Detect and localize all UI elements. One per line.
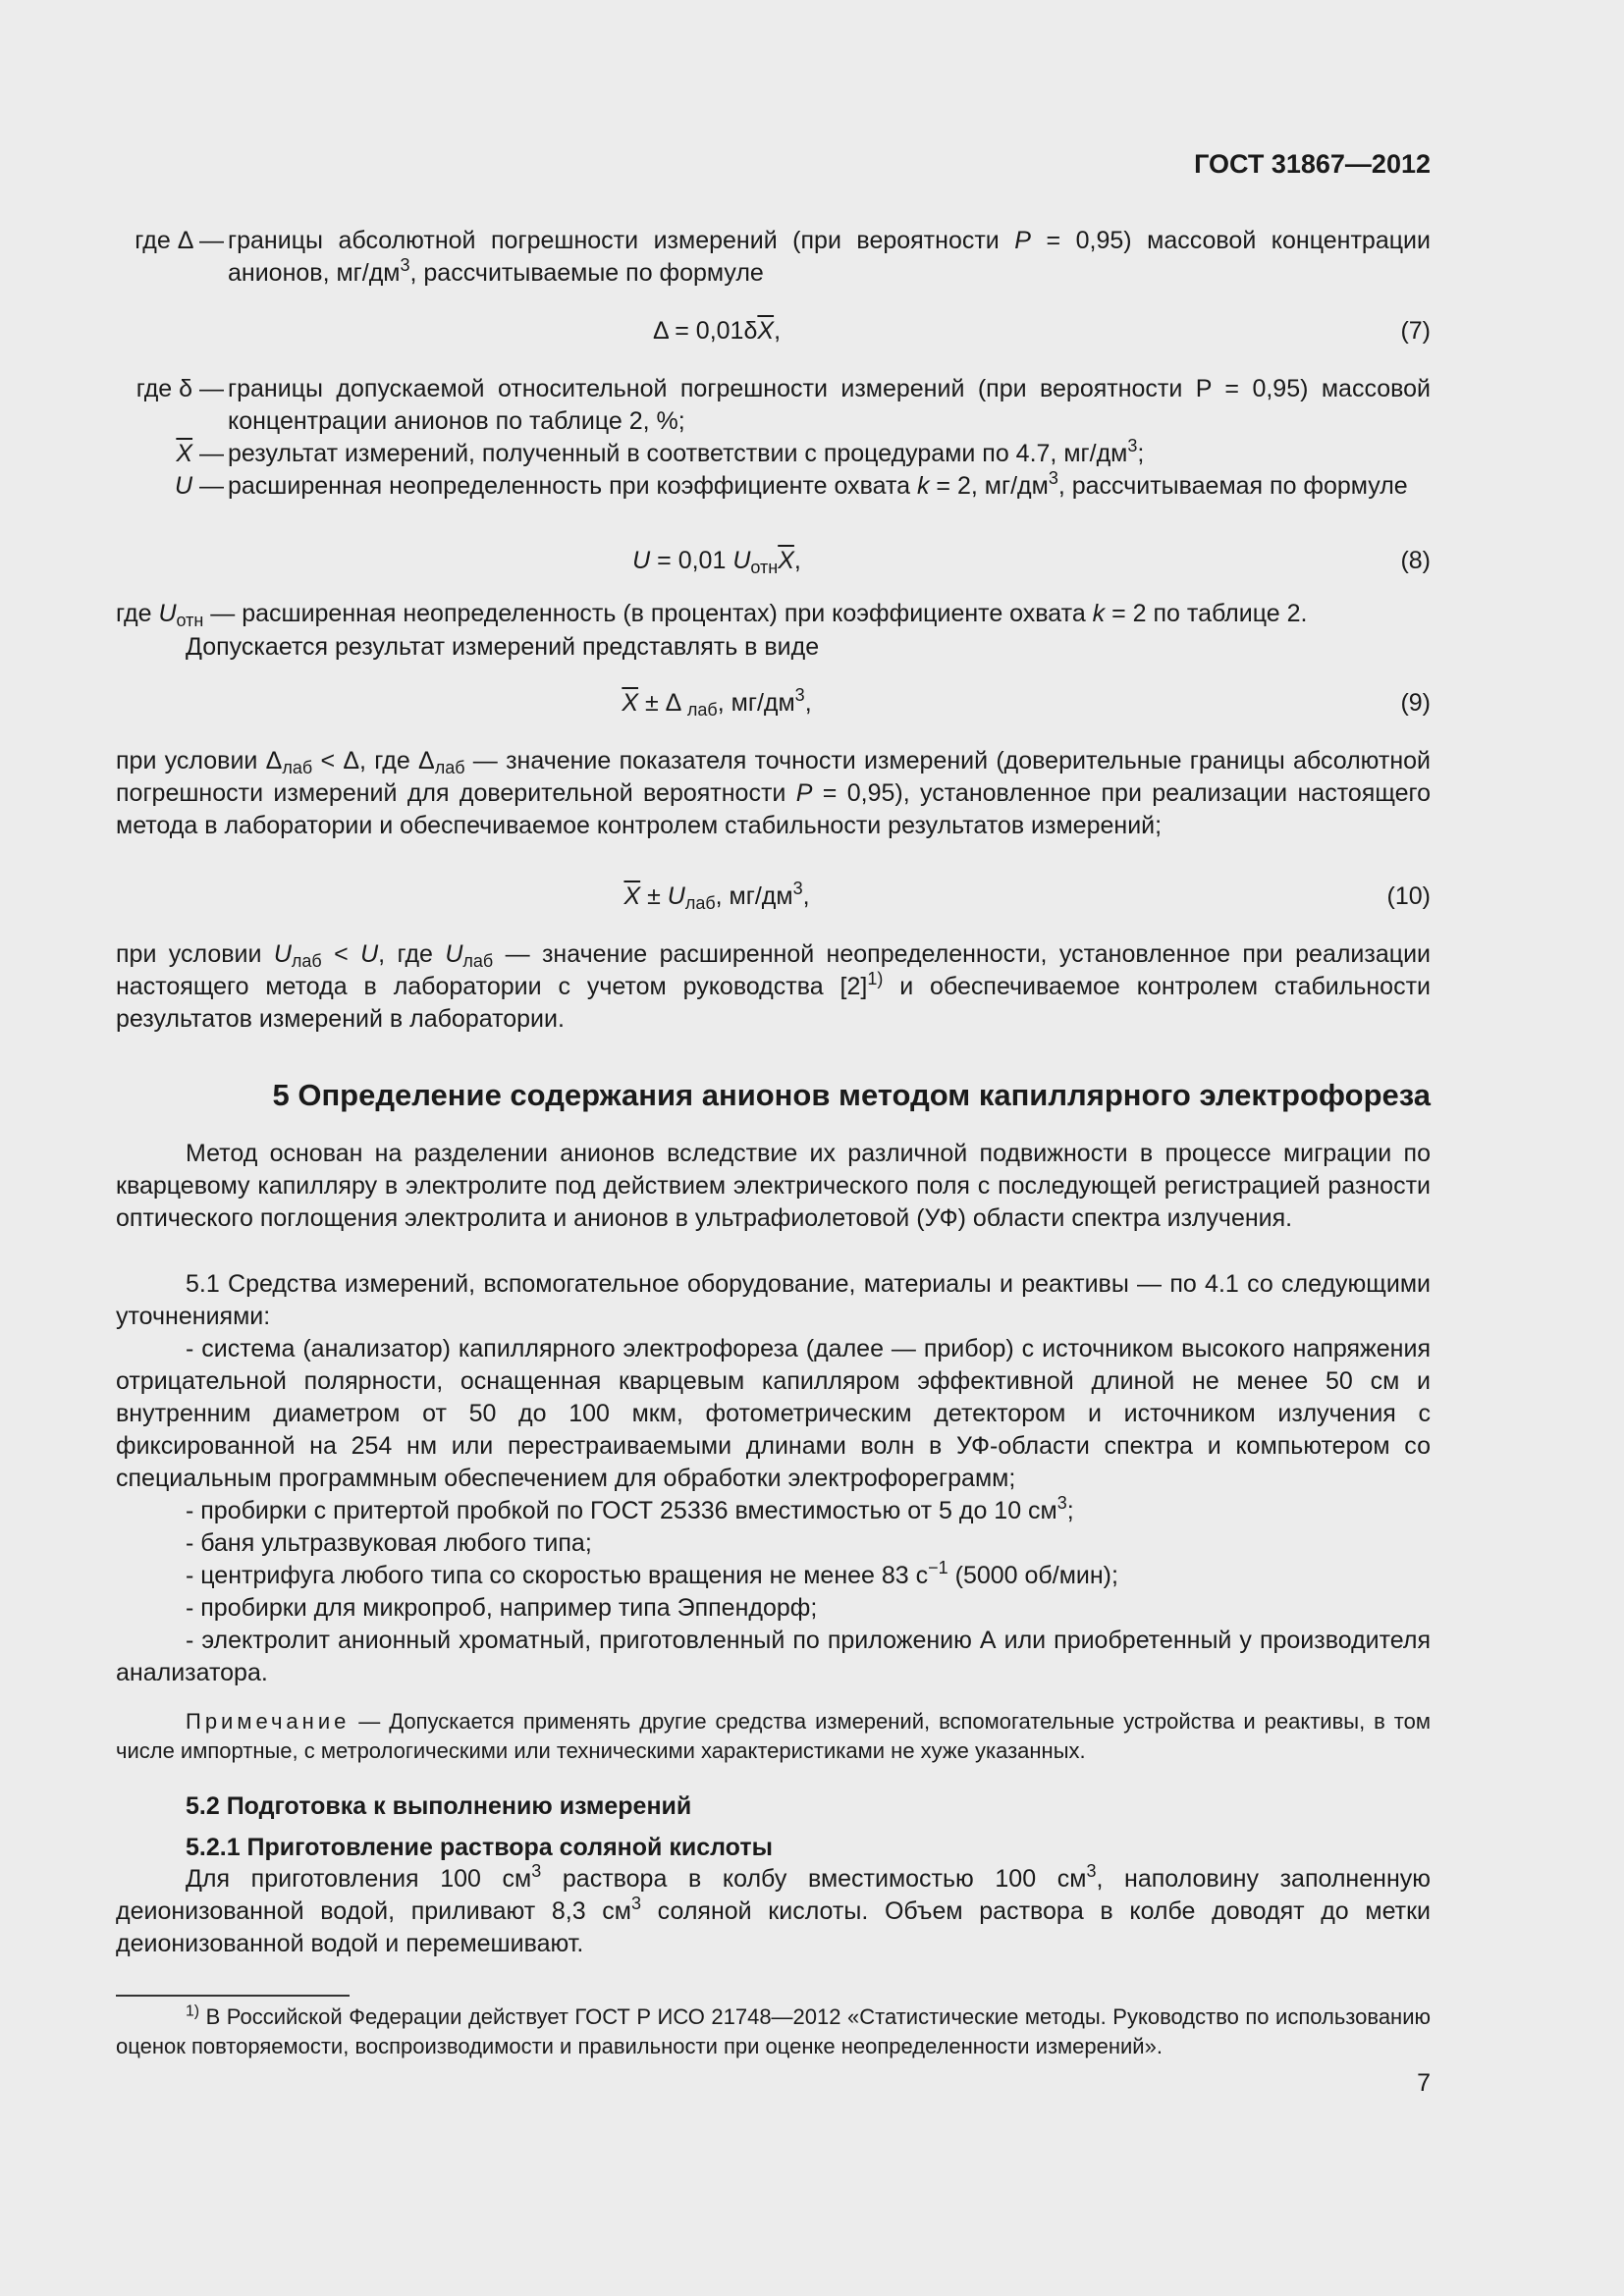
- equation-10-number: (10): [1386, 882, 1431, 910]
- delta-definition: границы абсолютной погрешности измерений (при вероятности P = 0,95) массовой концентрации анионов, $мг/дм^3$, рассчитываемые по формуле: [228, 227, 1431, 287]
- subsection-5-2-1-heading: 5.2.1 Приготовление раствора соляной кислоты: [186, 1834, 773, 1861]
- list-item: - электролит анионный хроматный, приготовленный по приложению А или приобретенный у производителя анализатора.: [116, 1627, 1431, 1686]
- equation-9-number: (9): [1400, 689, 1431, 717]
- subsection-5-1: 5.1 Средства измерений, вспомогательное оборудование, материалы и реактивы — по 4.1 со следующими уточнениями:: [116, 1270, 1431, 1330]
- list-item: - пробирки с притертой пробкой по ГОСТ 25336 вместимостью от 5 до 10 $см^3$;: [186, 1493, 1074, 1524]
- standard-header: ГОСТ 31867—2012: [1194, 149, 1431, 179]
- condition-1-paragraph: при условии $\Delta_{лаб} < \Delta$, где $\Delta_{лаб}$ — значение показателя точности измерений (доверительные границы абсолютной погрешности измерений для доверительной вероятности P = 0,95), установленное при реализации настоящего метода в лаборатории и обеспечиваемое контролем стабильности результатов измерений;: [116, 747, 1431, 839]
- equation-10: $\overline{X} \pm U_{лаб}$, $мг/дм^3$,: [623, 879, 810, 914]
- equipment-list: [116, 1333, 1431, 1689]
- x-bar-label: $\overline{X}$ —: [176, 440, 224, 467]
- x-bar-definition: результат измерений, полученный в соответствии с процедурами по 4.7, $мг/дм^3$;: [228, 436, 1145, 467]
- list-item: - система (анализатор) капиллярного электрофореза (далее — прибор) с источником высокого напряжения отрицательной полярности, оснащенная кварцевым капилляром эффективной длиной не менее 50 см и внутренним диаметром от 50 до 100 мкм, фотометрическим детектором и источником излучения с фиксированной на 254 нм или перестраиваемыми длинами волн в УФ-области спектра и компьютером со специальным программным обеспечением для обработки электрофореграмм;: [116, 1335, 1431, 1492]
- note-paragraph: Примечание — Допускается применять другие средства измерений, вспомогательные устройства и реактивы, в том числе импортные, с метрологическими или техническими характеристиками не хуже указанных.: [116, 1709, 1431, 1763]
- equation-8-number: (8): [1400, 547, 1431, 574]
- footnote: $^{1)}$ В Российской Федерации действует ГОСТ Р ИСО 21748—2012 «Статистические методы. Руководство по использованию оценок повторяемости, воспроизводимости и правильности при оценке неопределенности измерений».: [116, 2002, 1431, 2058]
- section-5-intro: Метод основан на разделении анионов вследствие их различной подвижности в процессе миграции по кварцевому капилляру в электролите под действием электрического поля с последующей регистрацией разности оптического поглощения электролита и анионов в ультрафиолетовой (УФ) области спектра излучения.: [116, 1140, 1431, 1232]
- u-otn-definition: где $U_{отн}$ — расширенная неопределенность (в процентах) при коэффициенте охвата k = 2 по таблице 2.: [116, 600, 1308, 631]
- subsection-5-2-1-paragraph: Для приготовления 100 $см^3$ раствора в колбу вместимостью 100 $см^3$, наполовину заполненную деионизованной водой, приливают 8,3 $см^3$ соляной кислоты. Объем раствора в колбе доводят до метки деионизованной водой и перемешивают.: [116, 1861, 1431, 1957]
- section-5-heading: 5 Определение содержания анионов методом капиллярного электрофореза: [272, 1078, 1431, 1112]
- condition-2-paragraph: при условии $U_{лаб} < U$, где $U_{лаб}$ — значение расширенной неопределенности, установленное при реализации настоящего метода в лаборатории с учетом руководства $[2]^{1)}$ и обеспечиваемое контролем стабильности результатов измерений в лаборатории.: [116, 940, 1432, 1033]
- small-delta-definition: границы допускаемой относительной погрешности измерений (при вероятности P = 0,95) массовой концентрации анионов по таблице 2, %;: [228, 375, 1431, 435]
- small-delta-label: где δ —: [135, 375, 224, 402]
- list-item: - центрифуга любого типа со скоростью вращения не менее 83 $с^{-1}$ (5000 об/мин);: [186, 1558, 1118, 1589]
- subsection-5-2-heading: 5.2 Подготовка к выполнению измерений: [186, 1792, 692, 1820]
- equation-7: $\Delta = 0,01\delta\overline{X}$,: [652, 317, 782, 345]
- delta-label: где Δ —: [135, 227, 224, 254]
- equation-7-number: (7): [1400, 317, 1431, 345]
- page-number: 7: [1417, 2069, 1431, 2097]
- footnote-divider: [116, 1995, 350, 1997]
- allow-paragraph: Допускается результат измерений представлять в виде: [186, 633, 820, 661]
- list-item: - пробирки для микропроб, например типа Эппендорф;: [186, 1594, 818, 1622]
- list-item: - баня ультразвуковая любого типа;: [186, 1529, 592, 1557]
- u-definition: расширенная неопределенность при коэффициенте охвата k = 2, $мг/дм^3$, рассчитываемая по формуле: [228, 468, 1408, 500]
- u-label: U —: [174, 472, 224, 500]
- equation-8: U = 0,01 $U_{отн}\overline{X}$,: [632, 547, 801, 578]
- equation-9: $\overline{X} \pm \Delta$ $_{лаб}$, $мг/дм^3$,: [622, 685, 812, 721]
